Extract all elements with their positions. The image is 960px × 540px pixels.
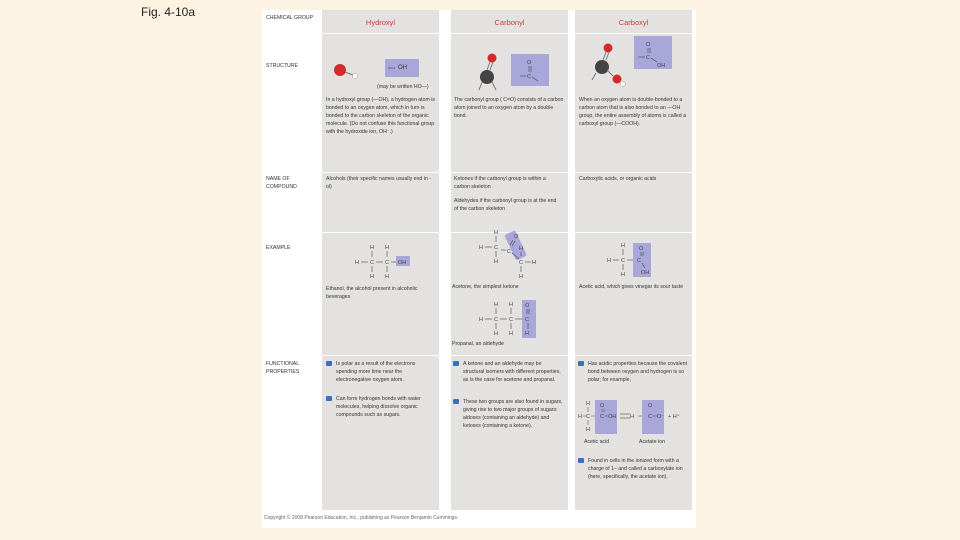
- carbonyl-highlight: [511, 54, 549, 86]
- svg-text:H: H: [519, 274, 523, 280]
- svg-text:O: O: [648, 403, 653, 409]
- carbonyl-structure: [474, 50, 569, 96]
- acetone-caption: Acetone, the simplest ketone: [452, 284, 519, 290]
- row-label-functional-properties: FUNCTIONAL PROPERTIES: [266, 361, 300, 375]
- svg-text:H: H: [355, 260, 359, 266]
- svg-text:C: C: [646, 55, 650, 61]
- svg-text:OH: OH: [398, 260, 407, 266]
- svg-text:H: H: [370, 245, 374, 251]
- hydroxyl-note: (may be written HO—): [377, 84, 429, 90]
- carbonyl-property: These two groups are also found in sugars, giving rise to two major groups of sugars: aldoses (containing an aldehyde) and ketoses (containing a ketone).: [453, 398, 563, 430]
- carbonyl-property: A ketone and an aldehyde may be structural isomers with different properties, as is the case for acetone and propanal.: [453, 360, 563, 384]
- carbonyl-compound-aldehydes: Aldehydes if the carbonyl group is at the end of the carbon skeleton: [454, 198, 557, 212]
- svg-text:H: H: [385, 245, 389, 251]
- row-label-chemical-group: CHEMICAL GROUP: [266, 15, 314, 21]
- hydrogen-atom: [353, 74, 358, 79]
- svg-text:O: O: [600, 403, 605, 409]
- acetic-acid-label: Acetic acid: [584, 439, 610, 445]
- propanal-structure: [477, 300, 567, 342]
- copyright-notice: Copyright © 2008 Pearson Education, Inc., publishing as Pearson Benjamin Cummings.: [264, 515, 459, 521]
- svg-text:H: H: [621, 243, 625, 249]
- oxygen-atom: [613, 75, 622, 84]
- svg-text:H: H: [607, 258, 611, 264]
- figure-panel: [262, 10, 696, 528]
- carboxyl-compound: Carboxylic acids, or organic acids: [579, 176, 657, 182]
- svg-text:C: C: [519, 260, 523, 266]
- acetic-acid-caption: Acetic acid, which gives vinegar its sour taste: [579, 284, 684, 290]
- svg-text:O: O: [646, 42, 651, 48]
- svg-text:O: O: [639, 246, 644, 252]
- svg-text:C: C: [494, 245, 498, 251]
- hydroxyl-property: Can form hydrogen bonds with water molecules, helping dissolve organic compounds such as sugars.: [326, 395, 436, 419]
- acetic-acid-structure: [607, 241, 679, 283]
- svg-text:C: C: [600, 414, 604, 420]
- carbonyl-description: The carbonyl group ( C=O) consists of a carbon atom joined to an oxygen atom by a double bond.: [454, 97, 564, 119]
- propanal-caption: Propanal, an aldehyde: [452, 341, 504, 347]
- carboxyl-description: When an oxygen atom is double-bonded to a carbon atom that is also bonded to an —OH group, the entire assembly of atoms is called a carboxyl group (—COOH).: [579, 97, 686, 127]
- svg-text:H: H: [385, 274, 389, 280]
- acetate-ion-label: Acetate ion: [639, 439, 665, 445]
- svg-text:H: H: [586, 427, 590, 433]
- svg-text:C: C: [509, 317, 513, 323]
- oxygen-atom: [604, 44, 613, 53]
- svg-text:H: H: [509, 331, 513, 337]
- ethanol-structure: [350, 243, 422, 285]
- hydroxyl-property: Is polar as a result of the electrons spending more time near the electronegative oxygen atom.: [326, 360, 436, 384]
- svg-text:H: H: [479, 317, 483, 323]
- svg-text:H: H: [370, 274, 374, 280]
- hydroxyl-formula-label: OH: [398, 65, 407, 71]
- svg-text:OH: OH: [608, 414, 617, 420]
- hydrogen-atom: [621, 82, 626, 87]
- svg-text:C: C: [370, 260, 374, 266]
- ethanol-caption: Ethanol, the alcohol present in alcoholic beverages: [326, 286, 418, 300]
- svg-text:C: C: [385, 260, 389, 266]
- svg-text:H: H: [509, 302, 513, 308]
- row-divider: [322, 172, 692, 173]
- svg-text:H: H: [494, 331, 498, 337]
- svg-text:O: O: [527, 60, 532, 66]
- svg-text:+ H⁺: + H⁺: [668, 414, 680, 420]
- carboxyl-title: Carboxyl: [618, 18, 649, 27]
- svg-text:H: H: [494, 302, 498, 308]
- svg-text:O⁻: O⁻: [657, 414, 665, 420]
- hydroxyl-compound: Alcohols (their specific names usually end in -ol): [326, 176, 431, 190]
- carboxyl-property: Found in cells in the ionized form with a charge of 1– and called a carboxylate ion (here, specifically, the acetate ion).: [578, 457, 688, 481]
- svg-text:H: H: [494, 230, 498, 236]
- svg-text:H: H: [479, 245, 483, 251]
- svg-text:H: H: [621, 272, 625, 278]
- svg-text:OH: OH: [657, 63, 666, 69]
- svg-text:H: H: [630, 414, 634, 420]
- row-label-structure: STRUCTURE: [266, 63, 298, 69]
- svg-text:C: C: [527, 74, 531, 80]
- svg-text:H: H: [525, 331, 529, 337]
- acetic-acid-dissociation: [578, 400, 693, 436]
- hydroxyl-title: Hydroxyl: [365, 18, 396, 27]
- row-label-name-of-compound: NAME OF COMPOUND: [266, 176, 297, 190]
- oxygen-atom: [334, 64, 346, 76]
- svg-text:C: C: [621, 258, 625, 264]
- svg-text:C: C: [525, 317, 529, 323]
- svg-text:H: H: [578, 414, 582, 420]
- oxygen-atom: [488, 54, 497, 63]
- row-label-example: EXAMPLE: [266, 245, 291, 251]
- svg-text:C: C: [586, 414, 590, 420]
- svg-text:C: C: [648, 414, 652, 420]
- carboxyl-property: Has acidic properties because the covalent bond between oxygen and hydrogen is so polar; for example,: [578, 360, 688, 384]
- carboxyl-highlight: [634, 36, 672, 69]
- svg-text:H: H: [519, 246, 523, 252]
- svg-text:H: H: [494, 259, 498, 265]
- figure-label: Fig. 4-10a: [141, 5, 196, 19]
- acetone-structure: [474, 228, 564, 286]
- svg-text:C: C: [637, 258, 641, 264]
- svg-text:H: H: [586, 401, 590, 407]
- carboxyl-structure: [592, 36, 682, 88]
- svg-text:OH: OH: [641, 270, 650, 276]
- carbon-atom: [480, 70, 494, 84]
- carbonyl-title: Carbonyl: [494, 18, 525, 27]
- carbon-atom: [595, 60, 609, 74]
- row-divider: [322, 33, 692, 34]
- svg-text:O: O: [525, 303, 530, 309]
- svg-text:C: C: [507, 249, 511, 255]
- carbonyl-compound-ketones: Ketones if the carbonyl group is within a carbon skeleton: [454, 176, 546, 190]
- svg-text:C: C: [494, 317, 498, 323]
- hydroxyl-description: In a hydroxyl group (—OH), a hydrogen atom is bonded to an oxygen atom, which in turn is bonded to the carbon skeleton of the organic molecule. (Do not confuse this functional group with the hydroxide ion, OH⁻.): [326, 97, 435, 135]
- row-divider: [322, 355, 692, 356]
- svg-text:H: H: [532, 260, 536, 266]
- svg-text:O: O: [514, 234, 519, 240]
